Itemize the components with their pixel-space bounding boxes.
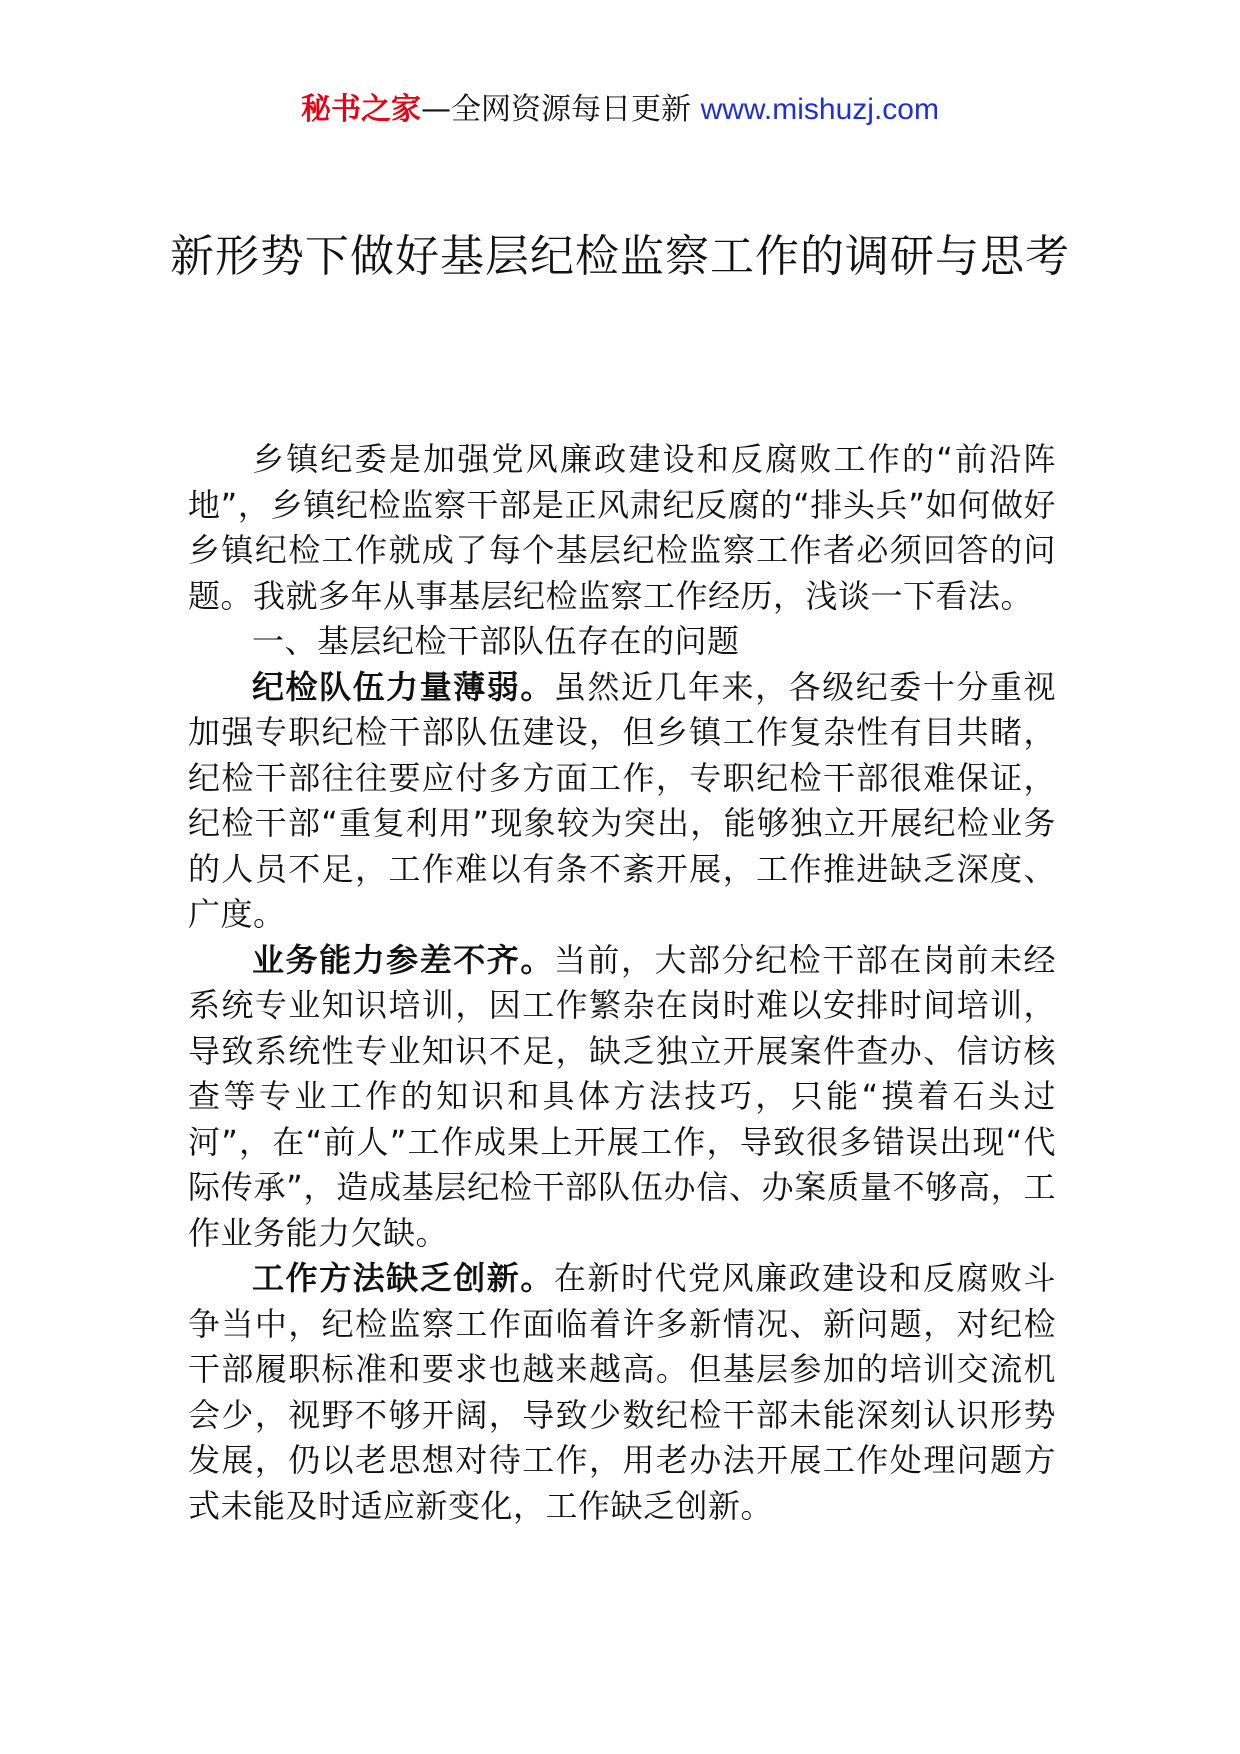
- document-body: [188, 437, 1056, 1529]
- site-url-link[interactable]: www.mishuzj.com: [700, 93, 939, 126]
- document-title: 新形势下做好基层纪检监察工作的调研与思考: [170, 231, 1070, 282]
- paragraph-text: 一、基层纪检干部队伍存在的问题: [252, 622, 740, 660]
- section-heading: [188, 619, 1056, 665]
- paragraph-lead: 业务能力参差不齐。: [252, 940, 554, 979]
- paragraph-lead: 工作方法缺乏创新。: [252, 1259, 554, 1297]
- paragraph-lead: 纪检队伍力量薄弱。: [252, 667, 554, 706]
- paragraph-business-ability: [188, 938, 1056, 1257]
- paragraph-text: 在新时代党风廉政建设和反腐败斗争当中，纪检监察工作面临着许多新情况、新问题，对纪检干部履职标准和要求也越来越高。但基层参加的培训交流机会少，视野不够开阔，导致少数纪检干部未能深刻认识形势发展，仍以老思想对待工作，用老办法开展工作处理问题方式未能及时适应新变化，工作缺乏创新。: [188, 1259, 1056, 1525]
- paragraph-text: 乡镇纪委是加强党风廉政建设和反腐败工作的“前沿阵地”，乡镇纪检监察干部是正风肃纪反腐的“排头兵”如何做好乡镇纪检工作就成了每个基层纪检监察工作者必须回答的问题。我就多年从事基层纪检监察工作经历，浅谈一下看法。: [188, 440, 1056, 615]
- header-slogan: —全网资源每日更新: [421, 92, 701, 127]
- paragraph-intro: [188, 437, 1056, 619]
- paragraph-text: 虽然近几年来，各级纪委十分重视加强专职纪检干部队伍建设，但乡镇工作复杂性有目共睹，纪检干部往往要应付多方面工作，专职纪检干部很难保证，纪检干部“重复利用”现象较为突出，能够独立开展纪检业务的人员不足，工作难以有条不紊开展，工作推进缺乏深度、广度。: [188, 667, 1056, 933]
- paragraph-work-method: [188, 1256, 1056, 1529]
- site-header: [0, 90, 1240, 130]
- brand-name: 秘书之家: [301, 92, 422, 127]
- paragraph-text: 当前，大部分纪检干部在岗前未经系统专业知识培训，因工作繁杂在岗时难以安排时间培训，导致系统性专业知识不足，缺乏独立开展案件查办、信访核查等专业工作的知识和具体方法技巧，只能“摸着石头过河”，在“前人”工作成果上开展工作，导致很多错误出现“代际传承”，造成基层纪检干部队伍办信、办案质量不够高，工作业务能力欠缺。: [188, 940, 1056, 1252]
- paragraph-team-strength: [188, 665, 1056, 938]
